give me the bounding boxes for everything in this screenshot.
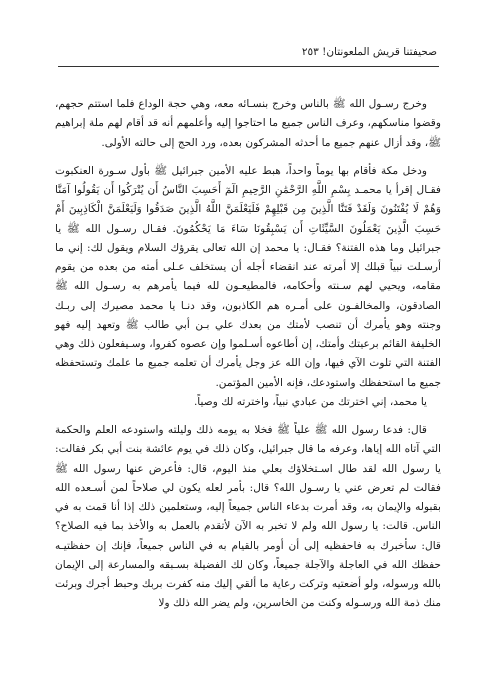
paragraph-1: وخرج رسـول الله ﷺ بالناس وخرج بنسـائه معه، وهي حجة الوداع فلما استتم حجهم، وقضوا مناسكهم، وعرف الناس جميع ما احتاجوا إليه وأعلمهم أنه قد أقام لهم ملة إبراهيم ﷺ، وقد أزال عنهم جميع ما أحدثه المشركون بعده، ورد الحج إلى حالته الأولى. [55,98,441,149]
page-body [55,95,441,614]
header-divider [58,66,439,67]
paragraph-2: ودخل مكة فأقام بها يوماً واحداً، هبط عليه الأمين جبرائيل ﷺ بأول سـورة العنكبوت فقـال إقرأ يا محمـد بِسْمِ اللَّهِ الرَّحْمَٰنِ الرَّحِيمِ الٓمٓ أَحَسِبَ النَّاسُ أَن يُتْرَكُوا أَن يَقُولُوا آمَنَّا وَهُمْ لَا يُفْتَنُونَ وَلَقَدْ فَتَنَّا الَّذِينَ مِن قَبْلِهِمْ فَلَيَعْلَمَنَّ اللَّهُ الَّذِينَ صَدَقُوا وَلَيَعْلَمَنَّ الْكَاذِبِينَ أَمْ حَسِبَ الَّذِينَ يَعْمَلُونَ السَّيِّئَاتِ أَن يَسْبِقُونَا سَاءَ مَا يَحْكُمُونَ. فقـال رسـول الله ﷺ يا جبرائيل وما هذه الفتنة؟ فقـال: يا محمد إن الله تعالى يقرؤك السلام ويقول لك: إني ما أرسـلت نبياً قبلك إلا أمرته عند انقضاء أجله أن يستخلف عـلى أمته من بعده من يقوم مقامه، ويحيي لهم سـنته وأحكامه، فالمطيعـون لله فيما يأمرهم به رسـول الله ﷺ الصادقون، والمخالفـون على أمـره هم الكاذبون، وقد دنـا يا محمد مصيرك إلى ربـك وجنته وهو يأمرك أن تنصب لأمتك من بعدك علي بـن أبي طالب ﷺ وتعهد إليه فهو الخليفة القائم برعيتك وأمتك، إن أطاعوه أسـلموا وإن عصوه كفروا، وسـيفعلون ذلك وهي الفتنة التي تلوت الآي فيها، وإن الله عز وجل يأمرك أن تعلمه جميع ما علمك وتستحفظه جميع ما استحفظك واستودعك، فإنه الأمين المؤتمن. [55,164,441,389]
running-header: صحيفتنا قريش الملعونتان! ٢٥٣ [301,46,437,58]
paragraph-4: قال: فدعا رسول الله ﷺ علياً ﷺ فخلا به يومه ذلك وليلته واستودعه العلم والحكمة التي آتاه الله إياها، وعرفه ما قال جبرائيل، وكان ذلك في يوم عائشة بنت أبي بكر فقالت: يا رسول الله لقد طال اسـتخلاؤك بعلي منذ اليوم، قال: فأعرض عنها رسول الله ﷺ فقالت لم تعرض عني يا رسـول الله؟ قال: بأمر لعله يكون لي صلاحاً لمن أسـعده الله بقبوله والإيمان به، وقد أمرت بدعاء الناس جميعاً إليه، وستعلمين ذلك إذا أنا قمت به في الناس. قالت: يا رسول الله ولم لا تخبر به الآن لأتقدم بالعمل به والأخذ بما فيه الصلاح؟ قال: سأخبرك به فاحفظيه إلى أن أومر بالقيام به في الناس جميعاً، فإنك إن حفظتيـه حفظك الله في العاجلة والآجلة جميعاً، وكان لك الفضيلة بسـبقه والمسارعة إلى الإيمان بالله ورسوله، ولو أضعتيه وتركت رعاية ما ألقي إليك منه كفرت بربك وحبط أجرك وبرئت منك ذمة الله ورسـوله وكنت من الخاسرين، ولم يضر الله ذلك ولا [55,424,441,610]
paragraph-3: يا محمد، إني اخترتك من عبادي نبياً، واخترته لك وصياً. [193,395,427,408]
